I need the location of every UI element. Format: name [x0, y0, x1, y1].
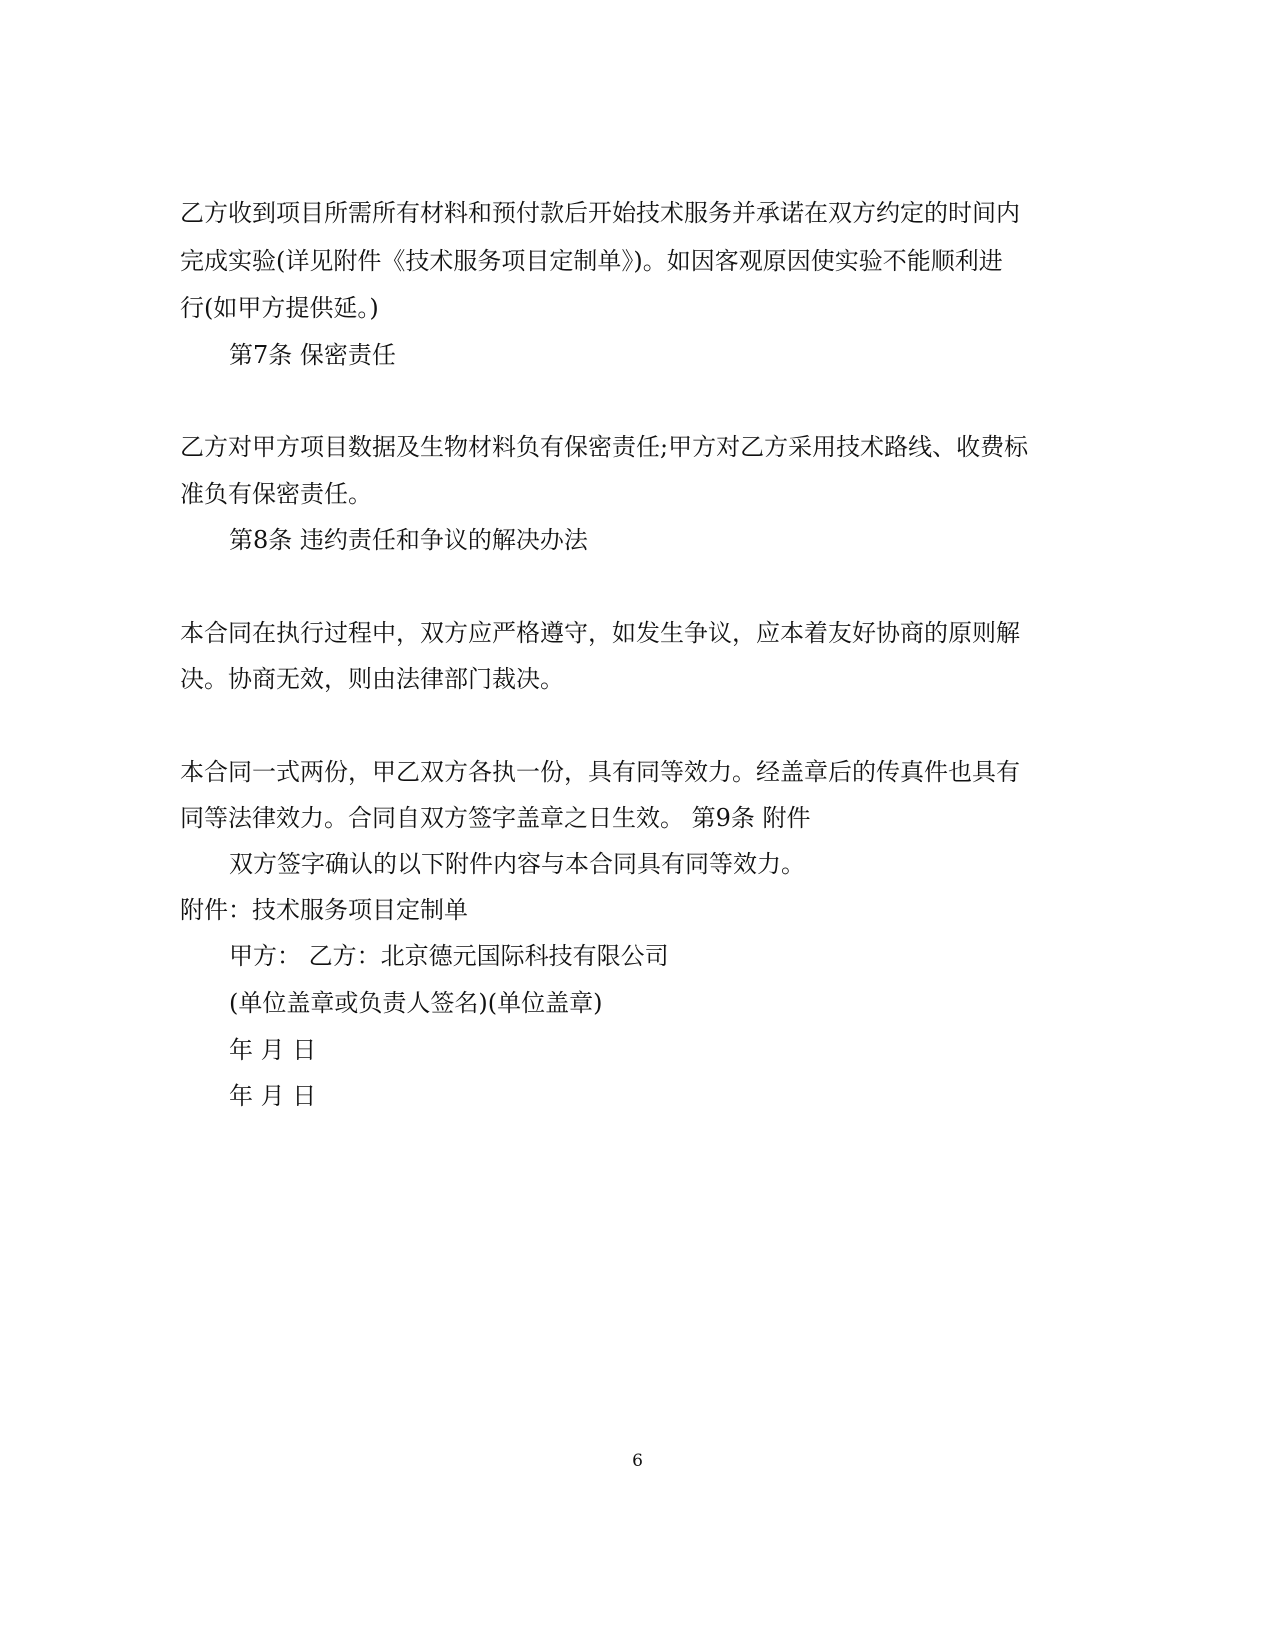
party-line: 甲方： 乙方：北京德元国际科技有限公司: [229, 942, 669, 970]
date-line: 年 月 日: [229, 1082, 317, 1110]
paragraph-line: 决。协商无效，则由法律部门裁决。: [180, 665, 564, 693]
seal-line: (单位盖章或负责人签名)(单位盖章): [229, 989, 603, 1017]
paragraph-line: 同等法律效力。合同自双方签字盖章之日生效。 第9条 附件: [180, 804, 811, 832]
paragraph-line: 乙方对甲方项目数据及生物材料负有保密责任;甲方对乙方采用技术路线、收费标: [180, 433, 1029, 461]
paragraph-line: 准负有保密责任。: [180, 480, 372, 508]
attachment-line: 附件：技术服务项目定制单: [180, 896, 468, 924]
paragraph-line: 本合同一式两份，甲乙双方各执一份，具有同等效力。经盖章后的传真件也具有: [180, 758, 1020, 786]
paragraph-line: 行(如甲方提供延。): [180, 294, 379, 322]
paragraph-line: 完成实验(详见附件《技术服务项目定制单》)。如因客观原因使实验不能顺利进: [180, 247, 1003, 275]
paragraph-line: 本合同在执行过程中，双方应严格遵守，如发生争议，应本着友好协商的原则解: [180, 619, 1020, 647]
article-8-heading: 第8条 违约责任和争议的解决办法: [229, 526, 588, 554]
paragraph-line: 双方签字确认的以下附件内容与本合同具有同等效力。: [229, 850, 805, 878]
article-7-heading: 第7条 保密责任: [229, 341, 396, 369]
date-line: 年 月 日: [229, 1036, 317, 1064]
page-number: 6: [632, 1451, 643, 1471]
paragraph-line: 乙方收到项目所需所有材料和预付款后开始技术服务并承诺在双方约定的时间内: [180, 199, 1020, 227]
